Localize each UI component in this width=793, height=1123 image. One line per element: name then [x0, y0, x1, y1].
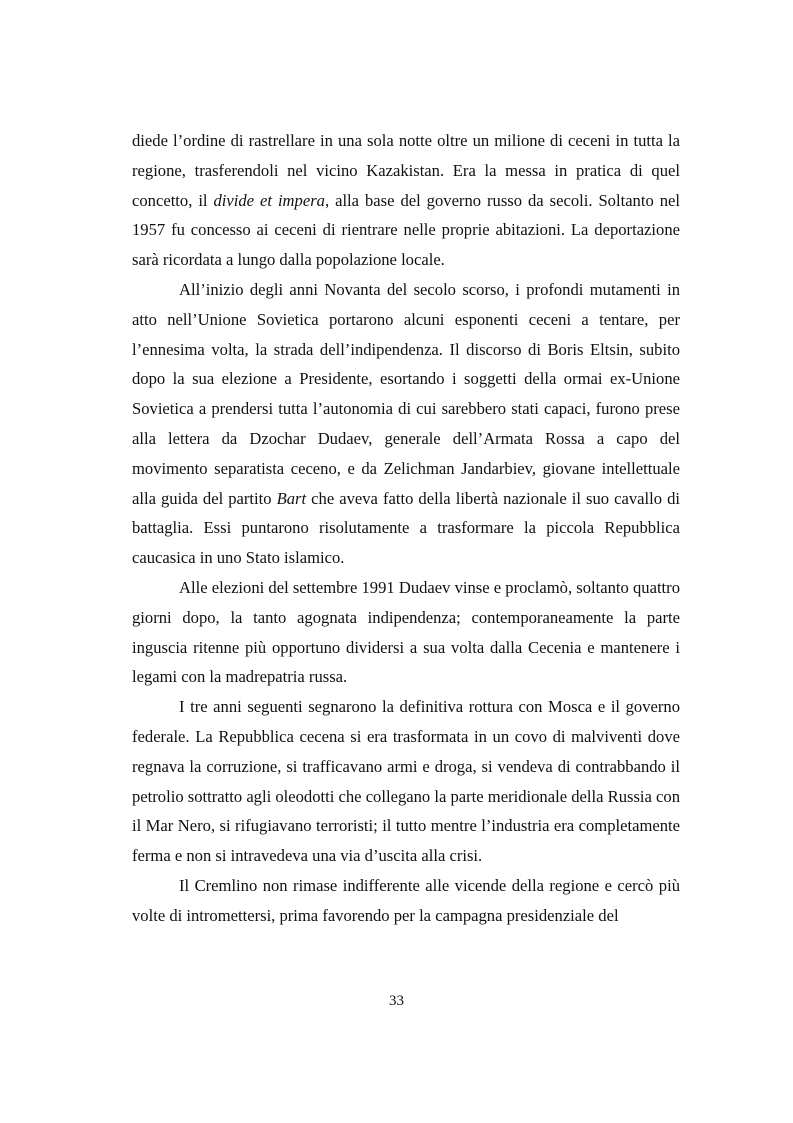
paragraph-3-text: Alle elezioni del settembre 1991 Dudaev vinse e proclamò, soltanto quattro giorni dopo, la tanto agognata indipendenza; contemporaneamente la parte inguscia ritenne più opportuno dividersi a sua volta dalla Cecenia e mantenere i legami con la madrepatria russa.	[132, 577, 680, 687]
paragraph-1	[132, 126, 680, 275]
paragraph-2	[132, 275, 680, 573]
italic-phrase-divide-et-impera: divide et impera	[213, 190, 325, 210]
paragraph-5	[132, 871, 680, 931]
paragraph-2-text-b: che aveva fatto della libertà nazionale il suo cavallo di battaglia. Essi puntarono risolutamente a trasformare la piccola Repubblica caucasica in uno Stato islamico.	[132, 488, 680, 568]
paragraph-4-text: I tre anni seguenti segnarono la definitiva rottura con Mosca e il governo federale. La Repubblica cecena si era trasformata in un covo di malviventi dove regnava la corruzione, si trafficavano armi e droga, si vendeva di contrabbando il petrolio sottratto agli oleodotti che collegano la parte meridionale della Russia con il Mar Nero, si rifugiavano terroristi; il tutto mentre l’industria era completamente ferma e non si intravedeva una via d’uscita alla crisi.	[132, 697, 680, 866]
page-number: 33	[389, 993, 404, 1009]
paragraph-2-text-a: All’inizio degli anni Novanta del secolo scorso, i profondi mutamenti in atto nell’Unione Sovietica portarono alcuni esponenti ceceni a tentare, per l’ennesima volta, la strada dell’indipendenza. Il discorso di Boris Eltsin, subito dopo la sua elezione a Presidente, esortando i soggetti della ormai ex-Unione Sovietica a prendersi tutta l’autonomia di cui sarebbero stati capaci, furono prese alla lettera da Dzochar Dudaev, generale dell’Armata Rossa a capo del movimento separatista ceceno, e da Zelichman Jandarbiev, giovane intellettuale alla guida del partito	[132, 279, 680, 508]
paragraph-3	[132, 573, 680, 692]
italic-party-name: Bart	[276, 488, 307, 508]
paragraph-5-text: Il Cremlino non rimase indifferente alle vicende della regione e cercò più volte di intromettersi, prima favorendo per la campagna presidenziale del	[132, 875, 680, 925]
paragraph-4	[132, 692, 680, 871]
body-text	[132, 126, 680, 931]
paragraph-1-text-a: diede l’ordine di rastrellare in una sola notte oltre un milione di ceceni in tutta la regione, trasferendoli nel vicino Kazakistan. Era la messa in pratica di quel concetto, il	[132, 131, 680, 210]
paragraph-1-text-b: , alla base del governo russo da secoli. Soltanto nel 1957 fu concesso ai ceceni di rientrare nelle proprie abitazioni. La deportazione sarà ricordata a lungo dalla popolazione locale.	[132, 190, 680, 270]
